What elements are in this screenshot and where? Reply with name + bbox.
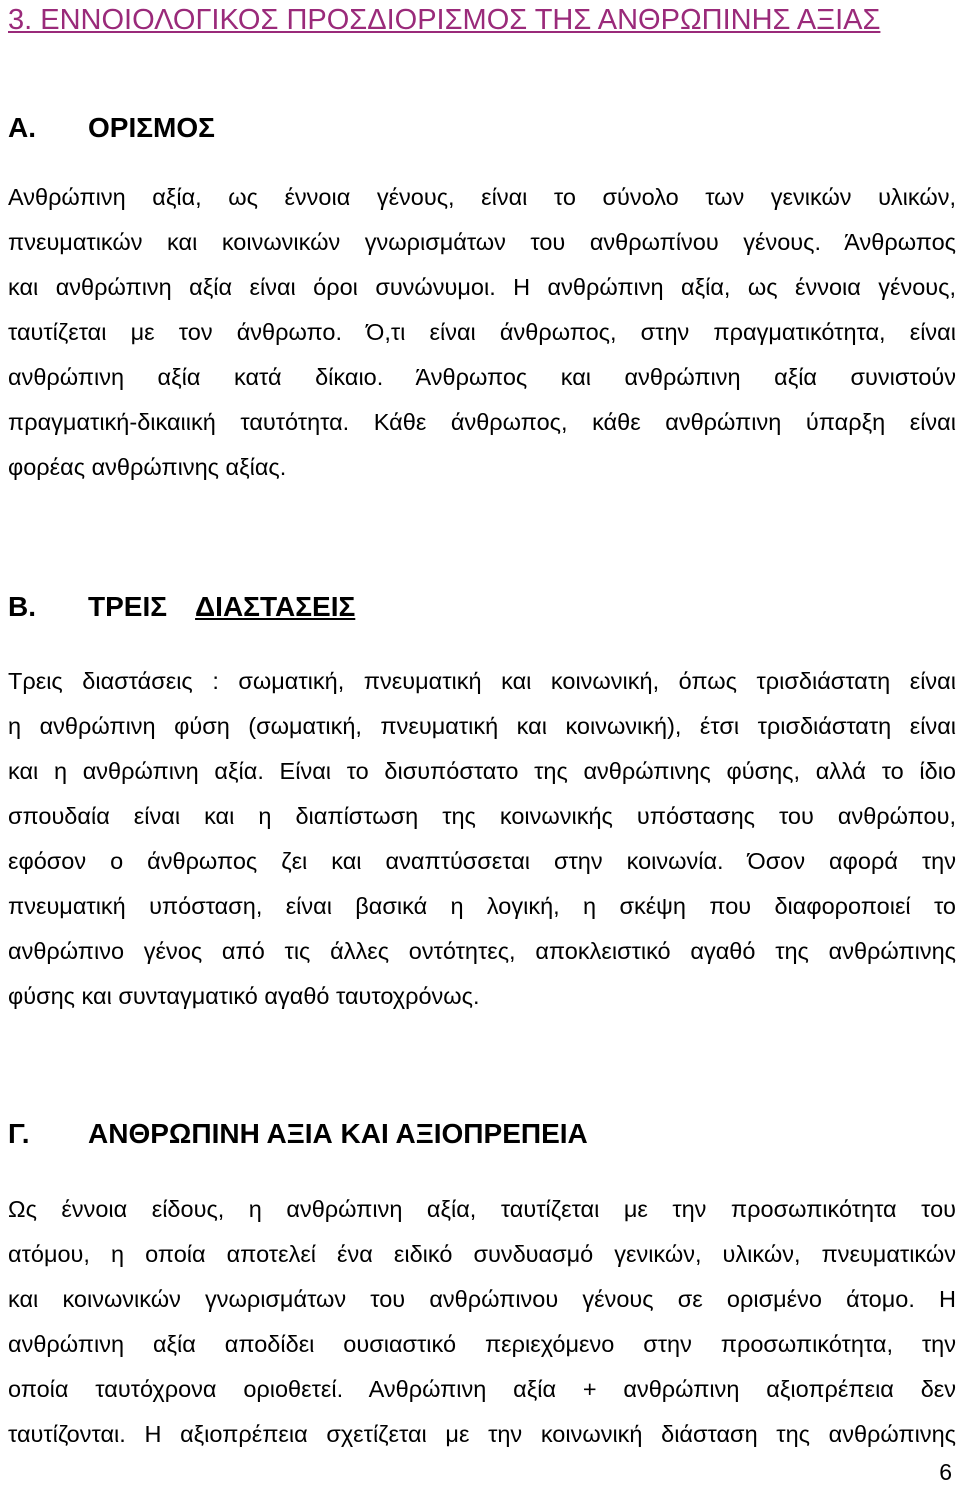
section-a-heading [8, 110, 215, 146]
paragraph-line: εφόσον ο άνθρωπος ζει και αναπτύσσεται στην κοινωνία. Όσον αφορά την [8, 848, 956, 874]
paragraph-line: ανθρώπινη αξία κατά δίκαιο. Άνθρωπος και ανθρώπινη αξία συνιστούν [8, 364, 956, 390]
section-c-letter: Γ. [8, 1118, 30, 1149]
paragraph-line: και η ανθρώπινη αξία. Είναι το δισυπόστατο της ανθρώπινης φύσης, αλλά το ίδιο [8, 758, 956, 784]
paragraph-line: η ανθρώπινη φύση (σωματική, πνευματική και κοινωνική), έτσι τρισδιάστατη είναι [8, 713, 956, 739]
paragraph-line: Ανθρώπινη αξία, ως έννοια γένους, είναι το σύνολο των γενικών υλικών, [8, 184, 956, 210]
paragraph-line: ταυτίζεται με τον άνθρωπο. Ό,τι είναι άνθρωπος, στην πραγματικότητα, είναι [8, 319, 956, 345]
paragraph-line: και κοινωνικών γνωρισμάτων του ανθρώπινου γένους σε ορισμένο άτομο. Η [8, 1286, 956, 1312]
paragraph-line: φορέας ανθρώπινης αξίας. [8, 454, 287, 480]
paragraph-line: ατόμου, η οποία αποτελεί ένα ειδικό συνδυασμό γενικών, υλικών, πνευματικών [8, 1241, 956, 1267]
paragraph-line: πνευματικών και κοινωνικών γνωρισμάτων του ανθρωπίνου γένους. Άνθρωπος [8, 229, 956, 255]
section-c-heading [8, 1116, 588, 1152]
paragraph-line: πνευματική υπόσταση, είναι βασικά η λογική, η σκέψη που διαφοροποιεί το [8, 893, 956, 919]
paragraph-line: Ως έννοια είδους, η ανθρώπινη αξία, ταυτίζεται με την προσωπικότητα του [8, 1196, 956, 1222]
section-a-title: ΟΡΙΣΜΟΣ [88, 112, 215, 143]
paragraph-line: ανθρώπινη αξία αποδίδει ουσιαστικό περιεχόμενο στην προσωπικότητα, την [8, 1331, 956, 1357]
section-b-letter: Β. [8, 591, 36, 622]
section-b-heading [8, 589, 355, 625]
section-b-title-part2: ΔΙΑΣΤΑΣΕΙΣ [195, 591, 356, 622]
paragraph-line: οποία ταυτόχρονα οριοθετεί. Ανθρώπινη αξία + ανθρώπινη αξιοπρέπεια δεν [8, 1376, 956, 1402]
section-b-paragraph [8, 659, 956, 1019]
section-c-title: ΑΝΘΡΩΠΙΝΗ ΑΞΙΑ ΚΑΙ ΑΞΙΟΠΡΕΠΕΙΑ [88, 1118, 588, 1149]
section-a-paragraph [8, 175, 956, 490]
page-number: 6 [939, 1459, 952, 1485]
paragraph-line: φύσης και συνταγματικό αγαθό ταυτοχρόνως. [8, 983, 480, 1009]
paragraph-line: σπουδαία είναι και η διαπίστωση της κοινωνικής υπόστασης του ανθρώπου, [8, 803, 956, 829]
paragraph-line: πραγματική-δικαιική ταυτότητα. Κάθε άνθρωπος, κάθε ανθρώπινη ύπαρξη είναι [8, 409, 956, 435]
section-a-letter: Α. [8, 112, 36, 143]
page-title: 3. ΕΝΝΟΙΟΛΟΓΙΚΟΣ ΠΡΟΣΔΙΟΡΙΣΜΟΣ ΤΗΣ ΑΝΘΡΩΠΙΝΗΣ ΑΞΙΑΣ [8, 4, 881, 36]
section-b-title-part1: ΤΡΕΙΣ [88, 591, 168, 622]
section-c-paragraph [8, 1187, 956, 1457]
paragraph-line: ταυτίζονται. Η αξιοπρέπεια σχετίζεται με την κοινωνική διάσταση της ανθρώπινης [8, 1421, 956, 1447]
paragraph-line: και ανθρώπινη αξία είναι όροι συνώνυμοι. Η ανθρώπινη αξία, ως έννοια γένους, [8, 274, 956, 300]
paragraph-line: Τρεις διαστάσεις : σωματική, πνευματική και κοινωνική, όπως τρισδιάστατη είναι [8, 668, 956, 694]
paragraph-line: ανθρώπινο γένος από τις άλλες οντότητες, αποκλειστικό αγαθό της ανθρώπινης [8, 938, 956, 964]
